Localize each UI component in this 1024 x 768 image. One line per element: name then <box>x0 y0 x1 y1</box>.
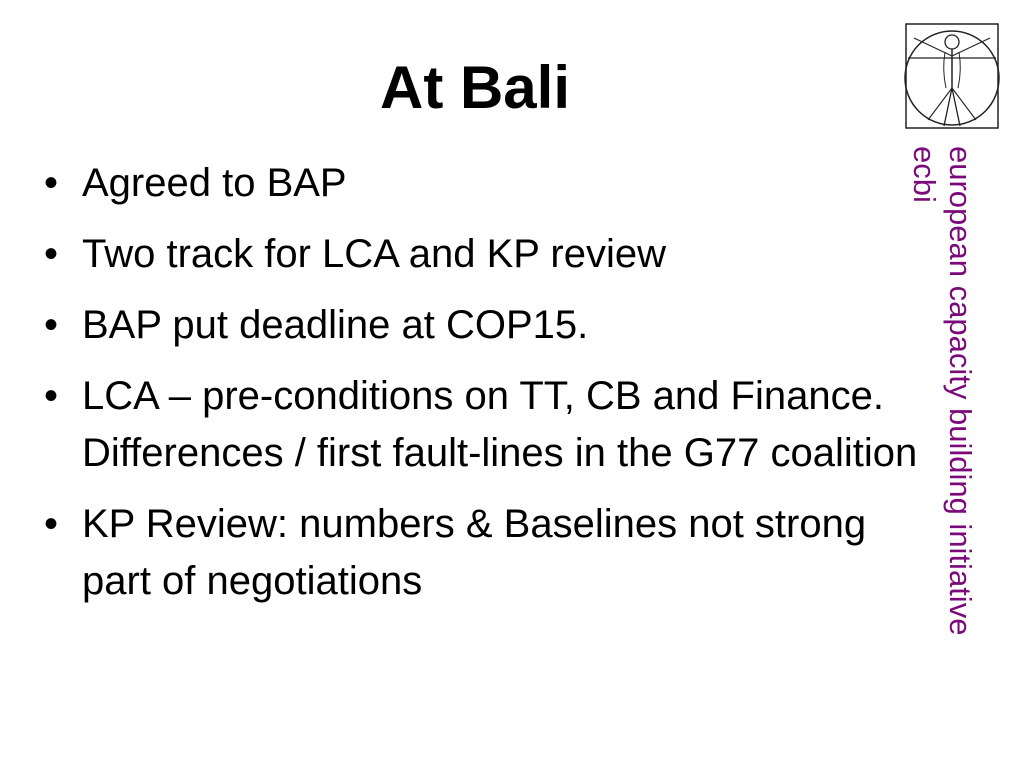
bullet-text: Agreed to BAP <box>82 161 347 205</box>
bullet-glyph: • <box>44 303 59 347</box>
bullet-text: Two track for LCA and KP review <box>82 232 666 276</box>
ecbi-branding-text <box>906 146 978 635</box>
bullet-text: KP Review: numbers & Baselines not strong part of negotiations <box>82 502 867 603</box>
bullet-glyph: • <box>44 232 59 276</box>
bullet-glyph: • <box>44 374 59 418</box>
ecbi-abbreviation: ecbi <box>907 146 942 203</box>
vitruvian-man-icon <box>902 18 1002 132</box>
bullet-item <box>44 155 944 212</box>
bullet-glyph: • <box>44 161 59 205</box>
bullet-item <box>44 496 944 610</box>
bullet-text: LCA – pre-conditions on TT, CB and Finance. Differences / first fault-lines in the G77 coalition <box>82 374 918 475</box>
bullet-item <box>44 297 944 354</box>
bullet-item <box>44 368 944 482</box>
bullet-item <box>44 226 944 283</box>
bullet-glyph: • <box>44 502 59 546</box>
bullet-text: BAP put deadline at COP15. <box>82 303 589 347</box>
bullet-list <box>44 155 944 624</box>
slide-title: At Bali <box>379 54 571 121</box>
ecbi-full-name: european capacity building initiative <box>943 146 978 636</box>
